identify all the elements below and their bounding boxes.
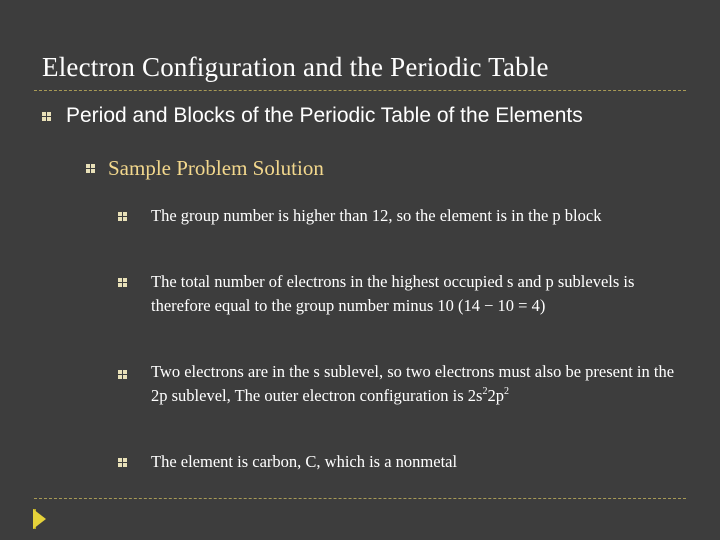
solution-point-2: The total number of electrons in the highest occupied s and p sublevels is therefore equal to the group number minus 10 (14 − 10 = 4): [151, 272, 635, 315]
bullet-icon: [86, 164, 95, 173]
level2-heading: Sample Problem Solution: [108, 156, 324, 180]
solution-point-3: [151, 360, 686, 408]
bullet-icon: [118, 458, 127, 467]
slide-title: Electron Configuration and the Periodic Table: [42, 52, 549, 82]
bullet-icon: [42, 112, 51, 121]
bullet-icon: [118, 370, 127, 379]
title-divider: [34, 90, 686, 91]
bullet-icon: [118, 278, 127, 287]
bullet-icon: [118, 212, 127, 221]
footer-divider: [34, 498, 686, 499]
solution-point-3-text: Two electrons are in the s sublevel, so two electrons must also be present in the 2p sublevel, The outer electron configuration is: [151, 362, 675, 405]
solution-point-4: The element is carbon, C, which is a nonmetal: [151, 452, 458, 471]
next-slide-arrow-icon[interactable]: [33, 509, 46, 529]
electron-configuration: $2s^22p^2$: [467, 385, 509, 405]
solution-point-1: The group number is higher than 12, so the element is in the p block: [151, 206, 602, 225]
level1-heading: Period and Blocks of the Periodic Table of the Elements: [66, 104, 583, 127]
